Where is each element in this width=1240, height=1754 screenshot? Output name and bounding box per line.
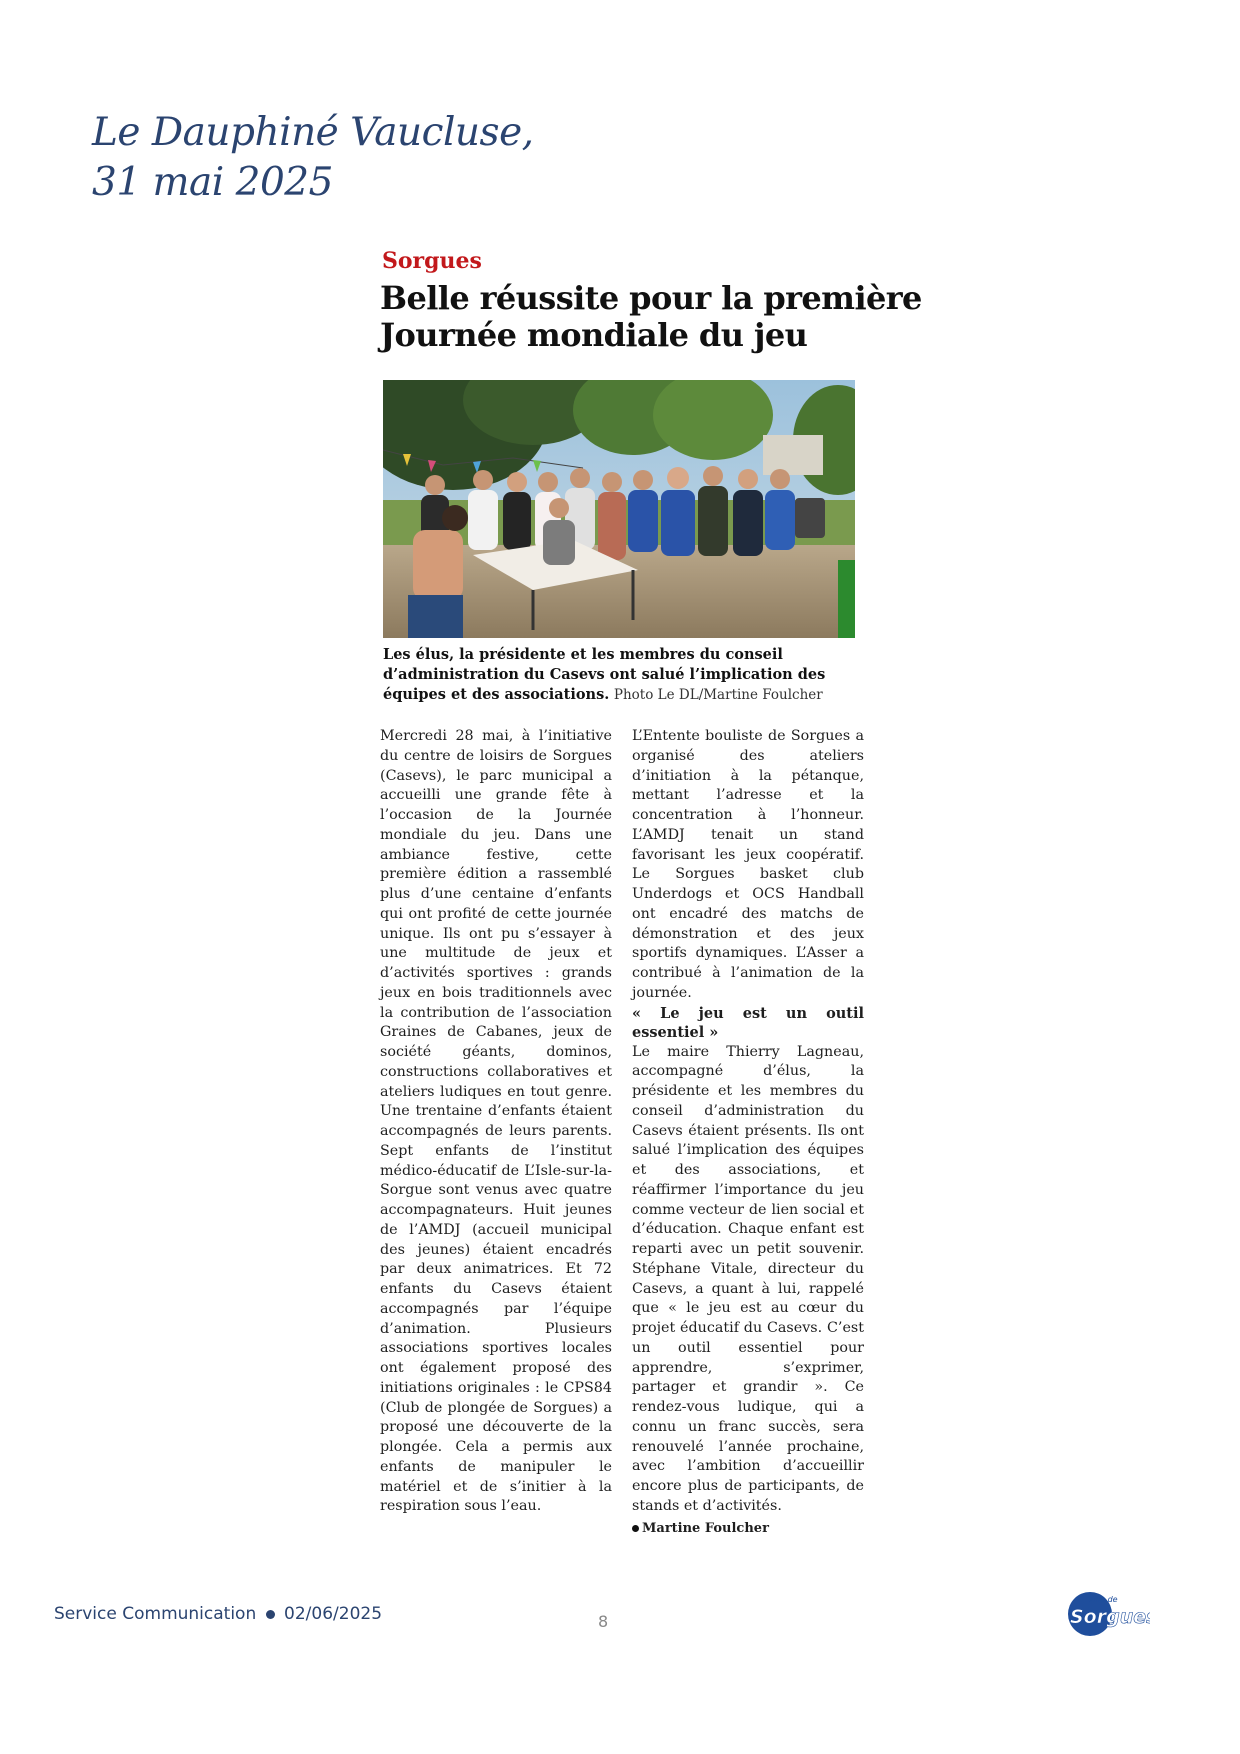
city-logo-icon — [1066, 1590, 1150, 1638]
logo-main-text: Sorgues — [1070, 1606, 1150, 1628]
body-paragraph: Mercredi 28 mai, à l’initiative du centre de loisirs de Sorgues (Casevs), le parc municipal a accueilli une grande fête à l’occasion de la Journée mondiale du jeu. Dans une ambiance festive, cette première édition a rassemblé plus d’une centaine d’enfants qui ont profité de cette journée unique. Ils ont pu s’essayer à une multitude de jeux et d’activités sportives : grands jeux en bois traditionnels avec la contribution de l’association Graines de Cabanes, jeux de société géants, dominos, constructions collaboratives et ateliers ludiques en tout genre. Une trentaine d’enfants étaient accompagnés de leurs parents. Sept enfants de l’institut médico-éducatif de L’Isle-sur-la-Sorgue sont venus avec quatre accompagnateurs. Huit jeunes de l’AMDJ (accueil municipal des jeunes) étaient encadrés par deux animatrices. Et 72 enfants du Casevs étaient accompagnés par l’équipe d’animation. Plusieurs associations sportives locales ont également proposé des initiations originales : le CPS84 (Club de plongée de Sorgues) a proposé une découverte de la plongée. Cela a permis aux enfants de manipuler le matériel et de s’initier à la respiration sous l’eau. — [380, 728, 612, 1515]
body-paragraph: L’Entente bouliste de Sorgues a organisé des ateliers d’initiation à la pétanque, mettant l’adresse et la concentration à l’honneur. L’AMDJ tenait un stand favorisant les jeux coopératif. Le Sorgues basket club Underdogs et OCS Handball ont encadré des matchs de démonstration et des jeux sportifs dynamiques. L’Asser a contribué à l’animation de la journée. — [632, 728, 864, 1001]
article-column-2 — [632, 727, 864, 1538]
article-photo — [383, 380, 855, 638]
footer-service — [54, 1604, 382, 1624]
bullet-icon — [266, 1610, 275, 1619]
article-column-1 — [380, 727, 612, 1517]
bullet-icon — [632, 1525, 639, 1532]
photo-credit: Photo Le DL/Martine Foulcher — [613, 687, 823, 703]
photo-caption — [383, 645, 858, 705]
caption-text: Les élus, la présidente et les membres du conseil d’administration du Casevs ont salué l’implication des équipes et des associations. — [383, 646, 826, 703]
headline-line-1: Belle réussite pour la première — [380, 279, 922, 317]
logo-small-text: Ville de — [1088, 1595, 1118, 1604]
publication-source — [92, 108, 692, 208]
page-number: 8 — [598, 1612, 609, 1631]
footer-service-name: Service Communication — [54, 1604, 257, 1624]
group-photo-illustration — [383, 380, 855, 638]
sorgues-logo — [1066, 1590, 1150, 1638]
footer-date: 02/06/2025 — [284, 1604, 383, 1624]
article-author — [632, 1519, 864, 1539]
headline-line-2: Journée mondiale du jeu — [380, 316, 808, 354]
source-date: 31 mai 2025 — [92, 160, 333, 205]
body-paragraph: Le maire Thierry Lagneau, accompagné d’élus, la présidente et les membres du conseil d’administration du Casevs étaient présents. Ils ont salué l’implication des équipes et des associations, et réaffirmer l’importance du jeu comme vecteur de lien social et d’éducation. Chaque enfant est reparti avec un petit souvenir. Stéphane Vitale, directeur du Casevs, a quant à lui, rappelé que « le jeu est au cœur du projet éducatif du Casevs. C’est un outil essentiel pour apprendre, s’exprimer, partager et grandir ». Ce rendez-vous ludique, qui a connu un franc succès, sera renouvelé l’année prochaine, avec l’ambition d’accueillir encore plus de participants, de stands et d’activités. — [632, 1043, 864, 1514]
author-name: Martine Foulcher — [642, 1520, 769, 1536]
source-title: Le Dauphiné Vaucluse, — [92, 110, 534, 155]
article-kicker: Sorgues — [382, 248, 482, 274]
article-headline — [380, 279, 922, 354]
section-subhead: « Le jeu est un outil essentiel » — [632, 1004, 864, 1041]
